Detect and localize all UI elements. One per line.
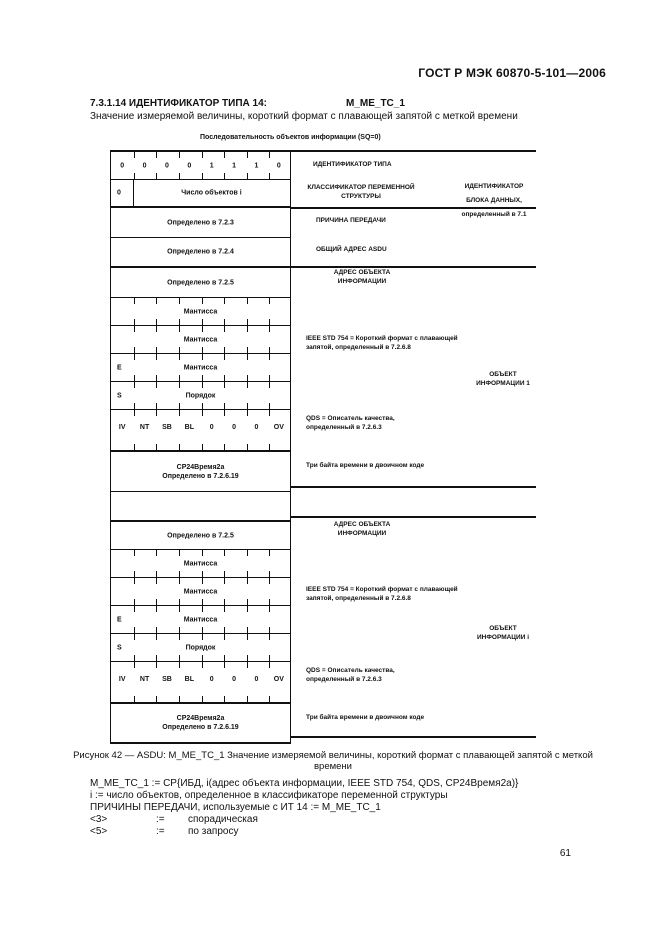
- bit-tick: [156, 662, 157, 668]
- bit-tick: [224, 382, 225, 388]
- bit-tick: [269, 634, 270, 640]
- bit-tick: [179, 382, 180, 388]
- s-bit: S: [117, 644, 122, 651]
- bit-tick: [269, 578, 270, 584]
- bit-tick: [224, 173, 225, 179]
- bit-tick: [202, 696, 203, 702]
- rule-line: [291, 736, 536, 738]
- row-exp-2: [110, 634, 291, 662]
- cause-value: спорадическая: [188, 814, 258, 825]
- bit-tick: [269, 662, 270, 668]
- row-cot: [110, 208, 291, 238]
- qds-bit: BL: [184, 676, 194, 683]
- bit-tick: [179, 696, 180, 702]
- type-bit: 1: [209, 162, 214, 169]
- bit-tick: [202, 403, 203, 409]
- bit-tick: [134, 173, 135, 179]
- row-qds-2: [110, 662, 291, 704]
- bit-tick: [224, 550, 225, 556]
- section-title: [90, 98, 405, 109]
- bit-tick: [156, 326, 157, 332]
- bit-tick: [179, 152, 180, 158]
- bit-tick: [156, 696, 157, 702]
- row-mant-1a: [110, 298, 291, 326]
- bit-tick: [156, 571, 157, 577]
- bit-tick: [156, 319, 157, 325]
- type-bit: 1: [254, 162, 259, 169]
- mant-text: Мантисса: [183, 560, 218, 567]
- bit-tick: [224, 606, 225, 612]
- bit-tick: [156, 152, 157, 158]
- label-qds-1: QDS = Описатель качества, определенный в 7.2.6.3: [306, 415, 395, 431]
- bit-tick: [156, 403, 157, 409]
- bit-tick: [247, 173, 248, 179]
- bit-tick: [269, 403, 270, 409]
- mant-text: Мантисса: [183, 336, 218, 343]
- bit-tick: [156, 410, 157, 416]
- bit-tick: [269, 326, 270, 332]
- bit-tick: [179, 627, 180, 633]
- e-bit: E: [117, 616, 122, 623]
- bit-tick: [134, 634, 135, 640]
- bit-tick: [179, 347, 180, 353]
- bit-tick: [179, 578, 180, 584]
- cause-row-1: [90, 814, 107, 825]
- label-data-unit-id: ИДЕНТИФИКАТОР БЛОКА ДАННЫХ, определенный в 7.1: [461, 183, 527, 218]
- qds-bit: 0: [232, 424, 237, 431]
- bit-tick: [202, 354, 203, 360]
- bit-tick: [202, 627, 203, 633]
- cause-eq: :=: [156, 814, 165, 825]
- row-gap: [110, 492, 291, 522]
- label-ioa-2: АДРЕС ОБЪЕКТА ИНФОРМАЦИИ: [333, 521, 391, 537]
- sequence-label: Последовательность объектов информации (SQ=0): [200, 134, 381, 141]
- bit-tick: [134, 578, 135, 584]
- row-mant-1b: [110, 326, 291, 354]
- row-ioa-1: [110, 268, 291, 298]
- type-code: M_ME_TC_1: [346, 98, 405, 109]
- bit-tick: [134, 347, 135, 353]
- row-mant-2b: [110, 578, 291, 606]
- bit-tick: [269, 319, 270, 325]
- bit-tick: [134, 627, 135, 633]
- bit-tick: [202, 347, 203, 353]
- label-ieee-2: IEEE STD 754 = Короткий формат с плавающей запятой, определенный в 7.2.6.8: [306, 586, 458, 602]
- label-asdu: ОБЩИЙ АДРЕС ASDU: [316, 246, 387, 253]
- bit-tick: [202, 444, 203, 450]
- e-bit: E: [117, 364, 122, 371]
- bit-tick: [134, 326, 135, 332]
- bit-tick: [247, 403, 248, 409]
- bit-tick: [224, 298, 225, 304]
- bit-tick: [202, 382, 203, 388]
- bit-tick: [134, 354, 135, 360]
- bit-tick: [224, 578, 225, 584]
- bit-tick: [224, 696, 225, 702]
- section-subtitle: Значение измеряемой величины, короткий формат с плавающей запятой с меткой времени: [90, 111, 518, 122]
- rule-line: [291, 516, 536, 518]
- bit-tick: [156, 599, 157, 605]
- label-cp-2: Три байта времени в двоичном коде: [306, 714, 425, 721]
- qds-bit: BL: [184, 424, 194, 431]
- qds-bit: OV: [273, 676, 284, 683]
- bit-tick: [224, 655, 225, 661]
- figure-caption: Рисунок 42 — ASDU: M_ME_TC_1 Значение измеряемой величины, короткий формат с плавающей запятой с меткой времени: [73, 750, 593, 772]
- type-bit: 0: [276, 162, 281, 169]
- mant-text: Мантисса: [183, 616, 218, 623]
- vsq-count: Число объектов i: [181, 189, 242, 197]
- bit-tick: [269, 354, 270, 360]
- bit-tick: [224, 599, 225, 605]
- bit-tick: [247, 696, 248, 702]
- exp-text: Порядок: [185, 392, 216, 399]
- bit-tick: [202, 298, 203, 304]
- bit-tick: [269, 375, 270, 381]
- section-number: 7.3.1.14 ИДЕНТИФИКАТОР ТИПА 14:: [90, 98, 267, 109]
- bit-tick: [269, 571, 270, 577]
- ioa-text: Определено в 7.2.5: [167, 279, 234, 286]
- bit-tick: [202, 319, 203, 325]
- formula-line-1: M_ME_TC_1 := CP{ИБД, i(адрес объекта информации, IEEE STD 754, QDS, CP24Время2а)}: [90, 778, 519, 789]
- cp-ref: Определено в 7.2.6.19: [162, 724, 239, 731]
- bit-tick: [247, 375, 248, 381]
- cause-eq: :=: [156, 826, 165, 837]
- label-object-1: ОБЪЕКТ ИНФОРМАЦИИ 1: [476, 371, 530, 387]
- bit-tick: [269, 444, 270, 450]
- bit-tick: [156, 627, 157, 633]
- bit-tick: [134, 152, 135, 158]
- row-exp-1: [110, 382, 291, 410]
- bit-tick: [134, 599, 135, 605]
- bit-tick: [202, 578, 203, 584]
- qds-bit: 0: [209, 424, 214, 431]
- bit-tick: [156, 655, 157, 661]
- bit-tick: [269, 550, 270, 556]
- ioa-text: Определено в 7.2.5: [167, 532, 234, 539]
- bit-tick: [224, 410, 225, 416]
- cause-value: по запросу: [188, 826, 239, 837]
- bit-tick: [202, 606, 203, 612]
- bit-tick: [224, 662, 225, 668]
- bit-tick: [269, 152, 270, 158]
- rule-line: [291, 486, 536, 488]
- row-cp-2: [110, 704, 291, 744]
- bit-tick: [247, 606, 248, 612]
- label-cot: ПРИЧИНА ПЕРЕДАЧИ: [316, 217, 386, 224]
- bit-tick: [179, 354, 180, 360]
- formula-line-3: ПРИЧИНЫ ПЕРЕДАЧИ, используемые с ИТ 14 := M_ME_TC_1: [90, 802, 381, 813]
- bit-tick: [134, 444, 135, 450]
- cp-name: CP24Время2а: [176, 715, 225, 722]
- bit-tick: [179, 173, 180, 179]
- bit-tick: [247, 410, 248, 416]
- bit-tick: [224, 354, 225, 360]
- bit-tick: [247, 571, 248, 577]
- bit-tick: [202, 634, 203, 640]
- mant-text: Мантисса: [183, 588, 218, 595]
- row-qds-1: [110, 410, 291, 452]
- bit-tick: [247, 326, 248, 332]
- bit-tick: [269, 173, 270, 179]
- bit-tick: [156, 173, 157, 179]
- bit-tick: [156, 550, 157, 556]
- bit-tick: [179, 634, 180, 640]
- bit-tick: [269, 696, 270, 702]
- bit-tick: [156, 347, 157, 353]
- qds-bit: 0: [232, 676, 237, 683]
- bit-tick: [179, 606, 180, 612]
- bit-tick: [224, 627, 225, 633]
- exp-text: Порядок: [185, 644, 216, 651]
- cot-text: Определено в 7.2.3: [167, 219, 234, 226]
- bit-tick: [247, 550, 248, 556]
- doc-header: ГОСТ Р МЭК 60870-5-101—2006: [418, 66, 606, 80]
- label-type-id: ИДЕНТИФИКАТОР ТИПА: [313, 161, 392, 168]
- qds-bit: 0: [209, 676, 214, 683]
- row-ioa-2: [110, 522, 291, 550]
- bit-tick: [134, 410, 135, 416]
- qds-bit: SB: [162, 424, 172, 431]
- qds-bit: IV: [118, 424, 126, 431]
- bit-tick: [247, 634, 248, 640]
- bit-tick: [156, 634, 157, 640]
- bit-tick: [247, 152, 248, 158]
- label-qds-2: QDS = Описатель качества, определенный в 7.2.6.3: [306, 667, 395, 683]
- row-type-id: [110, 150, 291, 180]
- bit-tick: [224, 152, 225, 158]
- bit-tick: [179, 375, 180, 381]
- row-mant-1c: [110, 354, 291, 382]
- s-bit: S: [117, 392, 122, 399]
- bit-tick: [202, 550, 203, 556]
- bit-tick: [134, 550, 135, 556]
- bit-tick: [156, 354, 157, 360]
- type-bit: 0: [120, 162, 125, 169]
- bit-tick: [202, 599, 203, 605]
- asdu-diagram: [110, 150, 291, 744]
- bit-tick: [247, 298, 248, 304]
- page-number: 61: [559, 848, 571, 859]
- formula-line-2: i := число объектов, определенное в классификаторе переменной структуры: [90, 790, 448, 801]
- vsq-bit: 0: [117, 189, 121, 197]
- cause-code: <3>: [90, 814, 108, 825]
- cause-code: <5>: [90, 826, 108, 837]
- cp-text: [111, 463, 290, 481]
- bit-tick: [134, 375, 135, 381]
- bit-tick: [247, 578, 248, 584]
- bit-tick: [224, 347, 225, 353]
- bit-tick: [202, 326, 203, 332]
- bit-tick: [179, 319, 180, 325]
- bit-tick: [202, 375, 203, 381]
- qds-bit: OV: [273, 424, 284, 431]
- bit-tick: [269, 599, 270, 605]
- row-mant-2c: [110, 606, 291, 634]
- bit-tick: [247, 655, 248, 661]
- bit-tick: [224, 319, 225, 325]
- label-ieee-1: IEEE STD 754 = Короткий формат с плавающей запятой, определенный в 7.2.6.8: [306, 335, 458, 351]
- bit-tick: [179, 298, 180, 304]
- bit-tick: [179, 444, 180, 450]
- bit-tick: [179, 599, 180, 605]
- bit-tick: [224, 375, 225, 381]
- cp-text: [111, 714, 290, 732]
- bit-tick: [202, 655, 203, 661]
- bit-tick: [134, 298, 135, 304]
- bit-tick: [202, 571, 203, 577]
- bit-tick: [269, 382, 270, 388]
- row-asdu: [110, 238, 291, 268]
- type-bit: 0: [164, 162, 169, 169]
- bit-tick: [156, 606, 157, 612]
- cause-row-2: [90, 826, 107, 837]
- bit-tick: [247, 382, 248, 388]
- row-cp-1: [110, 452, 291, 492]
- bit-tick: [134, 696, 135, 702]
- bit-tick: [156, 375, 157, 381]
- bit-tick: [134, 382, 135, 388]
- bit-tick: [269, 627, 270, 633]
- row-vsq: [110, 180, 291, 208]
- bit-tick: [179, 571, 180, 577]
- bit-tick: [269, 606, 270, 612]
- bit-tick: [202, 152, 203, 158]
- bit-tick: [269, 347, 270, 353]
- bit-tick: [179, 550, 180, 556]
- bit-tick: [202, 662, 203, 668]
- bit-tick: [179, 403, 180, 409]
- bit-tick: [247, 347, 248, 353]
- bit-tick: [247, 444, 248, 450]
- qds-bit: IV: [118, 676, 126, 683]
- bit-tick: [156, 578, 157, 584]
- label-cp-1: Три байта времени в двоичном коде: [306, 462, 425, 469]
- bit-tick: [224, 326, 225, 332]
- bit-tick: [134, 403, 135, 409]
- bit-tick: [269, 298, 270, 304]
- bit-tick: [179, 655, 180, 661]
- bit-tick: [269, 655, 270, 661]
- label-vsq: КЛАССИФИКАТОР ПЕРЕМЕННОЙ СТРУКТУРЫ: [307, 184, 415, 200]
- bit-tick: [134, 319, 135, 325]
- bit-tick: [269, 410, 270, 416]
- qds-bit: 0: [254, 424, 259, 431]
- cp-ref: Определено в 7.2.6.19: [162, 472, 239, 480]
- mant-text: Мантисса: [183, 308, 218, 315]
- qds-bit: NT: [139, 424, 150, 431]
- bit-tick: [224, 444, 225, 450]
- cp-name: CP24Время2а: [176, 463, 225, 471]
- rule-line: [291, 150, 536, 152]
- asdu-text: Определено в 7.2.4: [167, 248, 234, 256]
- bit-tick: [179, 662, 180, 668]
- bit-tick: [134, 606, 135, 612]
- bit-tick: [156, 444, 157, 450]
- bit-tick: [247, 627, 248, 633]
- bit-tick: [247, 662, 248, 668]
- bit-tick: [134, 571, 135, 577]
- bit-tick: [134, 662, 135, 668]
- bit-tick: [202, 173, 203, 179]
- label-object-i: ОБЪЕКТ ИНФОРМАЦИИ i: [476, 625, 530, 641]
- bit-tick: [224, 571, 225, 577]
- bit-tick: [202, 410, 203, 416]
- qds-bit: NT: [139, 676, 150, 683]
- bit-tick: [247, 354, 248, 360]
- bit-tick: [224, 634, 225, 640]
- mant-text: Мантисса: [183, 364, 218, 371]
- type-bit: 1: [232, 162, 237, 169]
- bit-tick: [224, 403, 225, 409]
- qds-bit: 0: [254, 676, 259, 683]
- bit-tick: [179, 410, 180, 416]
- bit-tick: [179, 326, 180, 332]
- bit-tick: [156, 382, 157, 388]
- type-bit: 0: [187, 162, 192, 169]
- bit-tick: [247, 319, 248, 325]
- row-mant-2a: [110, 550, 291, 578]
- bit-tick: [247, 599, 248, 605]
- type-bit: 0: [142, 162, 147, 169]
- bit-tick: [156, 298, 157, 304]
- bit-tick: [134, 655, 135, 661]
- qds-bit: SB: [162, 676, 172, 683]
- label-ioa-1: АДРЕС ОБЪЕКТА ИНФОРМАЦИИ: [333, 269, 391, 285]
